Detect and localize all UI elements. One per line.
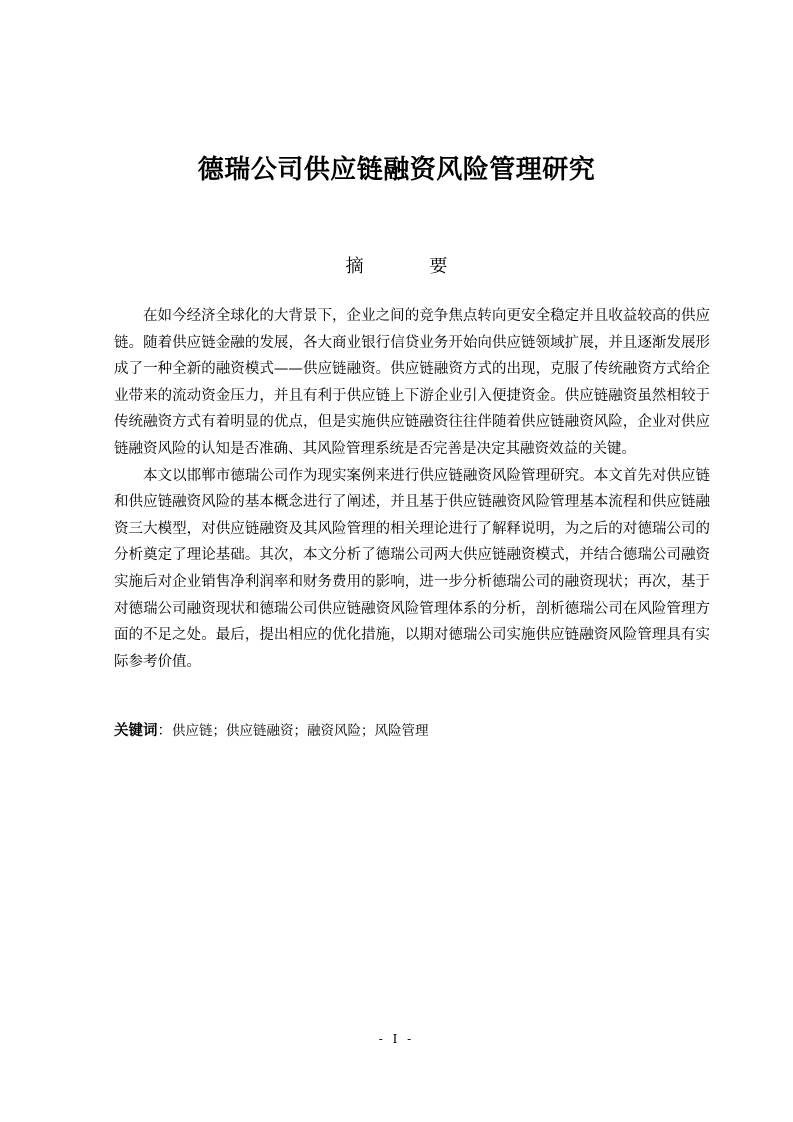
abstract-heading: 摘 要 xyxy=(345,256,478,277)
abstract-paragraph-1: 在如今经济全球化的大背景下，企业之间的竞争焦点转向更安全稳定并且收益较高的供应链。随着供应链金融的发展，各大商业银行信贷业务开始向供应链领域扩展，并且逐渐发展形成了一种全新的融资模式——供应链融资。供应链融资方式的出现，克服了传统融资方式给企业带来的流动资金压力，并且有利于供应链上下游企业引入便捷资金。供应链融资虽然相较于传统融资方式有着明显的优点，但是实施供应链融资往往伴随着供应链融资风险，企业对供应链融资风险的认知是否准确、其风险管理系统是否完善是决定其融资效益的关键。 xyxy=(114,308,710,457)
keywords-values: 供应链；供应链融资；融资风险；风险管理 xyxy=(172,723,429,739)
keywords-separator: ： xyxy=(157,723,172,739)
paper-title: 德瑞公司供应链融资风险管理研究 xyxy=(197,155,596,185)
keywords-label: 关键词 xyxy=(114,723,158,739)
abstract-body xyxy=(114,303,710,675)
keywords-line xyxy=(114,718,710,744)
page-number: - I - xyxy=(378,1032,415,1046)
abstract-paragraph-2: 本文以邯郸市德瑞公司作为现实案例来进行供应链融资风险管理研究。本文首先对供应链和供应链融资风险的基本概念进行了阐述，并且基于供应链融资风险管理基本流程和供应链融资三大模型，对供应链融资及其风险管理的相关理论进行了解释说明，为之后的对德瑞公司的分析奠定了理论基础。其次，本文分析了德瑞公司两大供应链融资模式，并结合德瑞公司融资实施后对企业销售净利润率和财务费用的影响，进一步分析德瑞公司的融资现状；再次，基于对德瑞公司融资现状和德瑞公司供应链融资风险管理体系的分析，剖析德瑞公司在风险管理方面的不足之处。最后，提出相应的优化措施，以期对德瑞公司实施供应链融资风险管理具有实际参考价值。 xyxy=(114,467,710,670)
